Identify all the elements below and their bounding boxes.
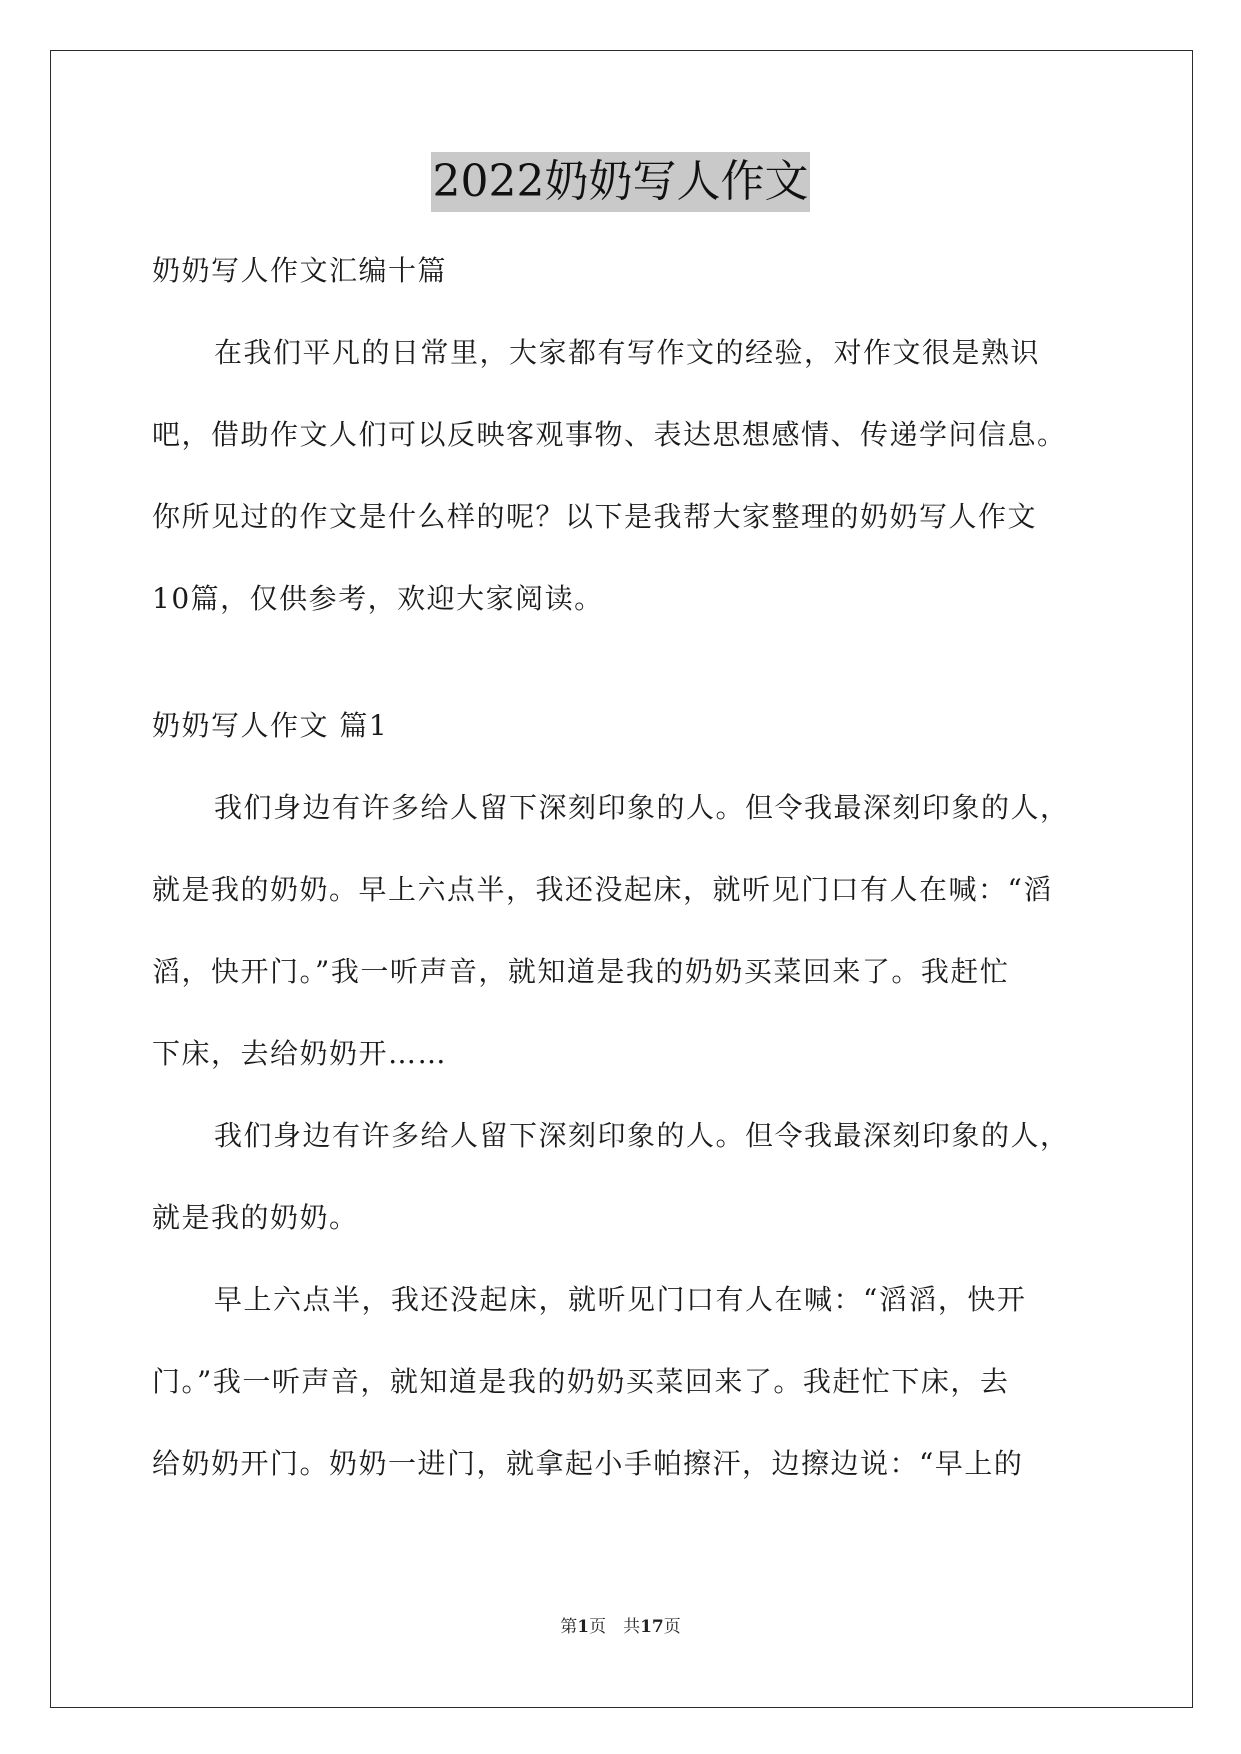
footer-middle: 页 共 bbox=[589, 1617, 641, 1637]
footer-prefix: 第 bbox=[560, 1617, 578, 1637]
document-subtitle: 奶奶写人作文汇编十篇 bbox=[152, 254, 448, 287]
intro-line: 10篇，仅供参考，欢迎大家阅读。 bbox=[152, 582, 604, 615]
intro-paragraph bbox=[152, 312, 1102, 640]
document-body bbox=[152, 230, 1102, 1505]
title-wrap bbox=[0, 152, 1241, 212]
page-footer bbox=[0, 1612, 1241, 1637]
paragraph-line: 下床，去给奶奶开…… bbox=[152, 1037, 448, 1070]
paragraph-line: 滔，快开门。”我一听声音，就知道是我的奶奶买菜回来了。我赶忙 bbox=[152, 955, 1010, 988]
spacer bbox=[152, 640, 1102, 685]
paragraph-line: 就是我的奶奶。早上六点半，我还没起床，就听见门口有人在喊：“滔 bbox=[152, 873, 1053, 906]
intro-line: 在我们平凡的日常里，大家都有写作文的经验，对作文很是熟识 bbox=[214, 336, 1041, 369]
paragraph-line: 就是我的奶奶。 bbox=[152, 1201, 359, 1234]
paragraph-1 bbox=[152, 767, 1102, 1095]
footer-suffix: 页 bbox=[663, 1617, 681, 1637]
current-page-number: 1 bbox=[577, 1617, 590, 1637]
paragraph-2 bbox=[152, 1095, 1102, 1259]
section-heading: 奶奶写人作文 篇1 bbox=[152, 709, 389, 742]
paragraph-line: 门。”我一听声音，就知道是我的奶奶买菜回来了。我赶忙下床，去 bbox=[152, 1365, 1010, 1398]
paragraph-line: 我们身边有许多给人留下深刻印象的人。但令我最深刻印象的人， bbox=[214, 1119, 1070, 1152]
paragraph-line: 早上六点半，我还没起床，就听见门口有人在喊：“滔滔，快开 bbox=[214, 1283, 1027, 1316]
paragraph-3 bbox=[152, 1259, 1102, 1505]
document-title: 2022奶奶写人作文 bbox=[431, 152, 811, 212]
paragraph-line: 给奶奶开门。奶奶一进门，就拿起小手帕擦汗，边擦边说：“早上的 bbox=[152, 1447, 1024, 1480]
total-page-number: 17 bbox=[640, 1617, 664, 1637]
intro-line: 你所见过的作文是什么样的呢？以下是我帮大家整理的奶奶写人作文 bbox=[152, 500, 1038, 533]
paragraph-line: 我们身边有许多给人留下深刻印象的人。但令我最深刻印象的人， bbox=[214, 791, 1070, 824]
intro-line: 吧，借助作文人们可以反映客观事物、表达思想感情、传递学问信息。 bbox=[152, 418, 1067, 451]
